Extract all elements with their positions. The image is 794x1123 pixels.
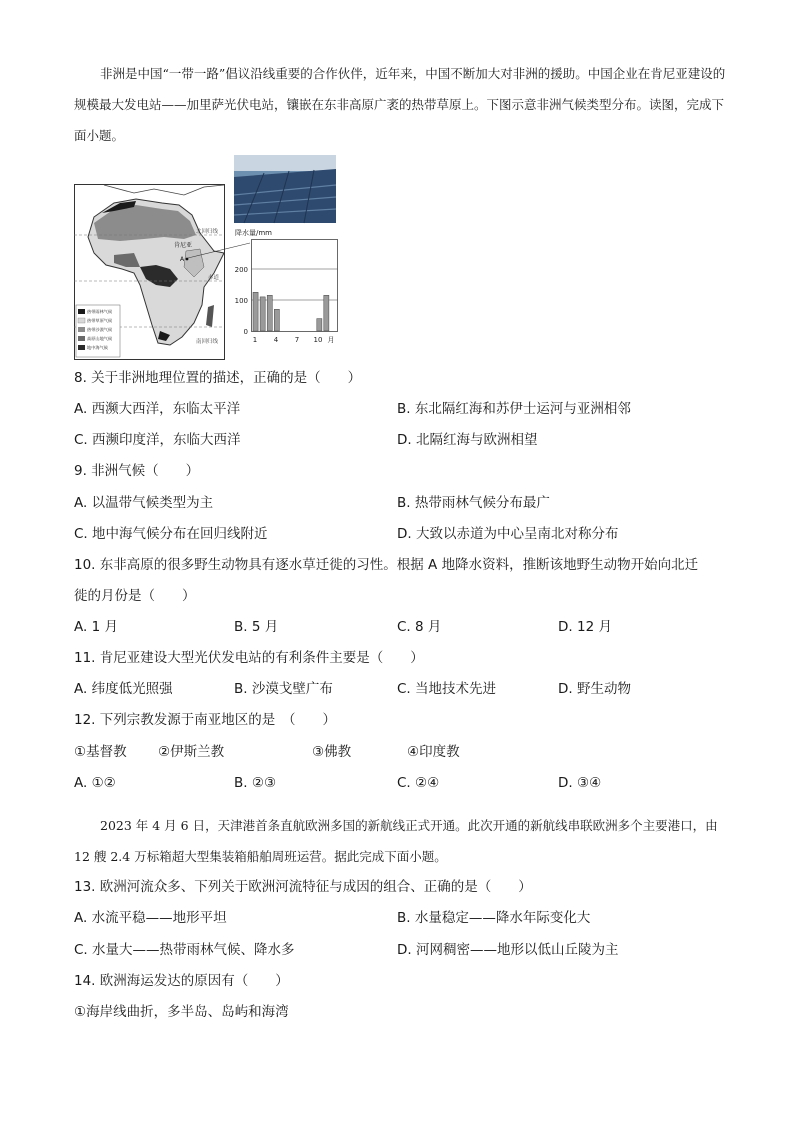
q13-option-c[interactable]: C. 水量大——热带雨林气候、降水多 bbox=[74, 942, 295, 958]
question-12-stem: 12. 下列宗教发源于南亚地区的是 （ ） bbox=[74, 712, 337, 728]
question-10-stem-cont: 徙的月份是（ ） bbox=[74, 588, 196, 604]
q10-option-b[interactable]: B. 5 月 bbox=[234, 619, 279, 635]
q13-option-a[interactable]: A. 水流平稳——地形平坦 bbox=[74, 910, 227, 926]
q8-option-b[interactable]: B. 东北隔红海和苏伊士运河与亚洲相邻 bbox=[397, 401, 631, 417]
legend-item: 高原山地气候 bbox=[87, 336, 113, 341]
map-legend bbox=[76, 305, 120, 357]
xtick-label: 4 bbox=[273, 336, 279, 344]
q9-option-c[interactable]: C. 地中海气候分布在回归线附近 bbox=[74, 526, 268, 542]
precip-bar-month-2 bbox=[260, 297, 265, 331]
question-13-stem: 13. 欧洲河流众多、下列关于欧洲河流特征与成因的组合、正确的是（ ） bbox=[74, 879, 532, 895]
q12-option-b[interactable]: B. ②③ bbox=[234, 775, 277, 791]
question-11-stem: 11. 肯尼亚建设大型光伏发电站的有利条件主要是（ ） bbox=[74, 650, 424, 666]
xtick-label: 1 bbox=[252, 336, 258, 344]
q11-option-b[interactable]: B. 沙漠戈壁广布 bbox=[234, 681, 333, 697]
q12-option-a[interactable]: A. ①② bbox=[74, 775, 116, 791]
precip-bar-month-3 bbox=[267, 295, 272, 331]
equator-label: 赤道 bbox=[208, 275, 220, 281]
point-a-marker bbox=[186, 258, 189, 261]
q8-option-d[interactable]: D. 北隔红海与欧洲相望 bbox=[397, 432, 538, 448]
legend-item: 地中海气候 bbox=[87, 345, 108, 350]
q9-option-b[interactable]: B. 热带雨林气候分布最广 bbox=[397, 495, 550, 511]
ytick-label: 100 bbox=[234, 297, 248, 305]
legend-item: 热带沙漠气候 bbox=[87, 327, 113, 332]
legend-item: 热带草原气候 bbox=[87, 318, 113, 323]
ytick-label: 200 bbox=[234, 266, 248, 274]
precip-bar-month-10 bbox=[317, 319, 322, 331]
south-tropic-label: 南回归线 bbox=[196, 339, 219, 345]
xtick-label: 10 bbox=[313, 336, 323, 344]
question-10-stem: 10. 东非高原的很多野生动物具有逐水草迁徙的习性。根据 A 地降水资料，推断该地野生动物开始向北迁 bbox=[74, 557, 699, 573]
intro-paragraph-europe: 2023 年 4 月 6 日，天津港首条直航欧洲多国的新航线正式开通。此次开通的新航线串联欧洲多个主要港口，由 12 艘 2.4 万标箱超大型集装箱船舶周班运营。据此完成下面小题。 bbox=[74, 818, 718, 864]
q10-option-a[interactable]: A. 1 月 bbox=[74, 619, 118, 635]
xtick-label: 7 bbox=[294, 336, 300, 344]
q11-option-d[interactable]: D. 野生动物 bbox=[558, 681, 631, 697]
precipitation-chart bbox=[234, 225, 344, 355]
intro-paragraph-africa: 非洲是中国“一带一路”倡议沿线重要的合作伙伴，近年来，中国不断加大对非洲的援助。中国企业在肯尼亚建设的规模最大发电站——加里萨光伏电站，镶嵌在东非高原广袤的热带草原上。下图示意非洲气候类型分布。读图，完成下面小题。 bbox=[74, 66, 726, 143]
q8-option-c[interactable]: C. 西濒印度洋，东临大西洋 bbox=[74, 432, 241, 448]
q12-option-d[interactable]: D. ③④ bbox=[558, 775, 602, 791]
q10-option-c[interactable]: C. 8 月 bbox=[397, 619, 442, 635]
legend-item: 热带雨林气候 bbox=[87, 309, 113, 314]
point-a-label: A bbox=[180, 256, 185, 263]
precip-bar-month-11 bbox=[324, 295, 329, 331]
ytick-label: 0 bbox=[243, 328, 248, 336]
q9-option-d[interactable]: D. 大致以赤道为中心呈南北对称分布 bbox=[397, 526, 619, 542]
kenya-label: 肯尼亚 bbox=[174, 242, 193, 249]
q14-item-1: ①海岸线曲折，多半岛、岛屿和海湾 bbox=[74, 1004, 289, 1020]
q12-option-c[interactable]: C. ②④ bbox=[397, 775, 440, 791]
q13-option-d[interactable]: D. 河网稠密——地形以低山丘陵为主 bbox=[397, 942, 619, 958]
q12-item-4: ④印度教 bbox=[407, 744, 460, 760]
question-14-stem: 14. 欧洲海运发达的原因有（ ） bbox=[74, 973, 289, 989]
q13-option-b[interactable]: B. 水量稳定——降水年际变化大 bbox=[397, 910, 591, 926]
precip-bar-month-4 bbox=[274, 309, 279, 331]
question-8-stem: 8. 关于非洲地理位置的描述，正确的是（ ） bbox=[74, 370, 362, 386]
q9-option-a[interactable]: A. 以温带气候类型为主 bbox=[74, 495, 214, 511]
q8-option-a[interactable]: A. 西濒大西洋，东临太平洋 bbox=[74, 401, 241, 417]
question-9-stem: 9. 非洲气候（ ） bbox=[74, 463, 200, 479]
precip-ylabel: 降水量/mm bbox=[235, 229, 272, 237]
q12-item-1: ①基督教 bbox=[74, 744, 127, 760]
xtick-label: 月 bbox=[327, 336, 335, 344]
q12-item-2: ②伊斯兰教 bbox=[158, 744, 225, 760]
q11-option-c[interactable]: C. 当地技术先进 bbox=[397, 681, 497, 697]
q11-option-a[interactable]: A. 纬度低光照强 bbox=[74, 681, 173, 697]
q12-item-3: ③佛教 bbox=[312, 744, 352, 760]
north-tropic-label: 北回归线 bbox=[196, 229, 219, 235]
q10-option-d[interactable]: D. 12 月 bbox=[558, 619, 612, 635]
africa-climate-figure bbox=[74, 155, 344, 360]
solar-farm-photo bbox=[234, 155, 336, 223]
precip-bar-month-1 bbox=[253, 292, 258, 331]
